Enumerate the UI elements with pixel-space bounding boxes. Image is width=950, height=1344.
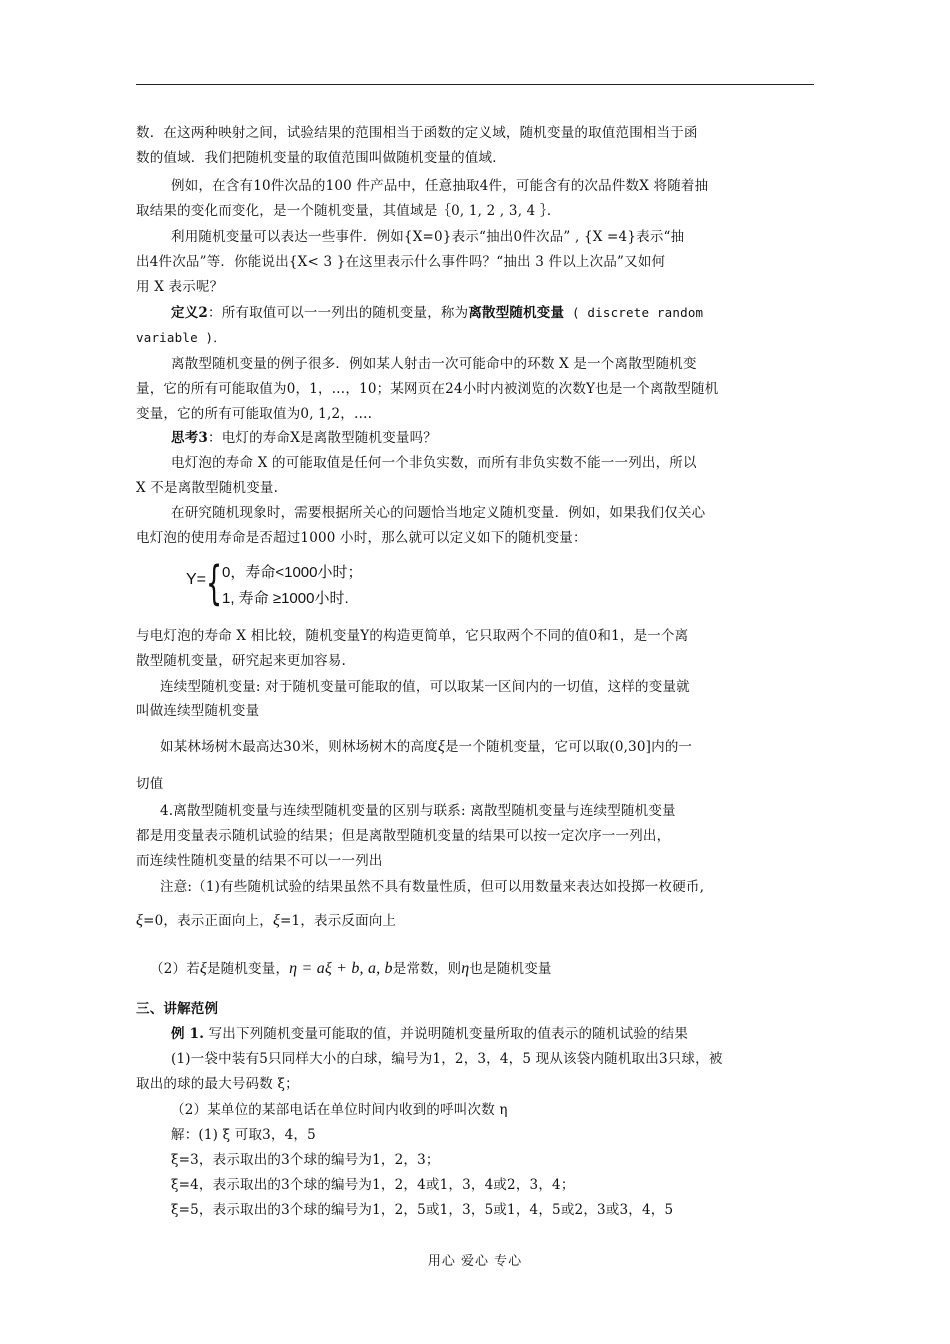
paragraph-line: 用 X 表示呢？ (136, 279, 224, 295)
paragraph-line: (1)一袋中装有5只同样大小的白球，编号为1，2，3，4，5 现从该袋内随机取出3只球，被 (171, 1051, 723, 1067)
coin-example: ξ=0，表示正面向上，ξ=1，表示反面向上 (136, 912, 397, 929)
xi-symbol: ξ (437, 738, 445, 755)
think-label: 思考3 (171, 430, 208, 446)
xi-symbol: ξ (272, 912, 281, 929)
paragraph-line: 取出的球的最大号码数 ξ； (136, 1076, 299, 1092)
xi-symbol: ξ (136, 912, 144, 929)
header-rule (136, 84, 814, 85)
paragraph-line: X 不是离散型随机变量. (136, 480, 279, 496)
paragraph-line: 利用随机变量可以表达一些事件．例如{X=0}表示“抽出0件次品” , {X =4}表示“抽 (171, 229, 685, 245)
paragraph-line: 离散型随机变量的例子很多．例如某人射击一次可能命中的环数 X 是一个离散型随机变 (171, 356, 697, 372)
paragraph-line: 叫做连续型随机变量 (136, 703, 260, 719)
paragraph-line: 4.离散型随机变量与连续型随机变量的区别与联系: 离散型随机变量与连续型随机变量 (160, 803, 676, 819)
piecewise-case-1: 0，寿命<1000小时； (222, 564, 363, 581)
paragraph-line: 而连续性随机变量的结果不可以一一列出 (136, 853, 383, 869)
term-discrete-random-variable: 离散型随机变量 (468, 305, 565, 321)
paragraph-line: 电灯泡的寿命 X 的可能取值是任何一个非负实数，而所有非负实数不能一一列出，所以 (171, 455, 697, 471)
paragraph-line: 在研究随机现象时，需要根据所关心的问题恰当地定义随机变量．例如，如果我们仅关心 (171, 505, 706, 521)
definition-2: 定义2：所有取值可以一一列出的随机变量，称为离散型随机变量 ( discrete random (171, 305, 704, 321)
paragraph-line: 出4件次品”等．你能说出{X< 3 }在这里表示什么事件吗？“抽出 3 件以上次品”又如何 (136, 254, 666, 270)
think-3: 思考3：电灯的寿命X是离散型随机变量吗？ (171, 430, 438, 446)
example-label: 例 1. (171, 1026, 205, 1042)
paragraph-line: 注意:（1)有些随机试验的结果虽然不具有数量性质，但可以用数量来表达如投掷一枚硬币, (160, 879, 705, 895)
page-footer: 用心 爱心 专心 (427, 1254, 523, 1269)
piecewise-case-2: 1, 寿命 ≥1000小时. (222, 590, 349, 607)
paragraph-line: 变量，它的所有可能取值为0, 1,2，…. (136, 406, 373, 422)
paragraph-line: 切值 (136, 776, 164, 792)
piecewise-definition (186, 557, 386, 613)
section-heading: 三、讲解范例 (136, 1001, 219, 1017)
note-2: （2）若ξ是随机变量，η = aξ + b, a, b是常数，则η也是随机变量 (150, 960, 552, 977)
paragraph-line: （2）某单位的某部电话在单位时间内收到的呼叫次数 η (171, 1102, 508, 1118)
paragraph-line: ξ=4，表示取出的3个球的编号为1，2，4或1，3，4或2，3，4； (171, 1177, 575, 1193)
paragraph-line: 都是用变量表示随机试验的结果；但是离散型随机变量的结果可以按一定次序一一列出， (136, 828, 671, 844)
linear-formula: η = aξ + b, a, b (289, 960, 393, 977)
paragraph-line: ξ=5，表示取出的3个球的编号为1，2，5或1，3，5或1，4，5或2，3或3，4，5 (171, 1202, 674, 1218)
definition-2-cont: variable )． (136, 330, 226, 345)
xi-symbol: ξ (199, 960, 207, 977)
forest-example: 如某林场树木最高达30米，则林场树木的高度ξ是一个随机变量，它可以取(0,30]内的一 (160, 738, 693, 755)
piecewise-lhs: Y= (186, 571, 207, 588)
example-1: 例 1. 写出下列随机变量可能取的值，并说明随机变量所取的值表示的随机试验的结果 (171, 1026, 689, 1042)
paragraph-line: 解：(1) ξ 可取3，4，5 (171, 1127, 316, 1143)
paragraph-line: 与电灯泡的寿命 X 相比较，随机变量Y的构造更简单，它只取两个不同的值0和1，是一个离 (136, 628, 689, 644)
left-brace: { (206, 556, 223, 610)
paragraph-line: 量，它的所有可能取值为0，1，…，10；某网页在24小时内被浏览的次数Y也是一个离散型随机 (136, 381, 719, 397)
paragraph-line: 取结果的变化而变化，是一个随机变量，其值域是｛0, 1, 2 , 3, 4 ｝． (136, 203, 561, 219)
paragraph-line: 例如，在含有10件次品的100 件产品中，任意抽取4件，可能含有的次品件数X 将随着抽 (171, 178, 709, 194)
paragraph-line: ξ=3，表示取出的3个球的编号为1，2，3； (171, 1152, 440, 1168)
definition-label: 定义2 (171, 305, 208, 321)
paragraph-line: 连续型随机变量: 对于随机变量可能取的值，可以取某一区间内的一切值，这样的变量就 (160, 679, 690, 695)
paragraph-line: 电灯泡的使用寿命是否超过1000 小时，那么就可以定义如下的随机变量： (136, 530, 587, 546)
paragraph-line: 数．在这两种映射之间，试验结果的范围相当于函数的定义域，随机变量的取值范围相当于函 (136, 125, 698, 141)
paragraph-line: 数的值域．我们把随机变量的取值范围叫做随机变量的值域． (136, 150, 506, 166)
eta-symbol: η (461, 960, 470, 977)
paragraph-line: 散型随机变量，研究起来更加容易. (136, 653, 346, 669)
